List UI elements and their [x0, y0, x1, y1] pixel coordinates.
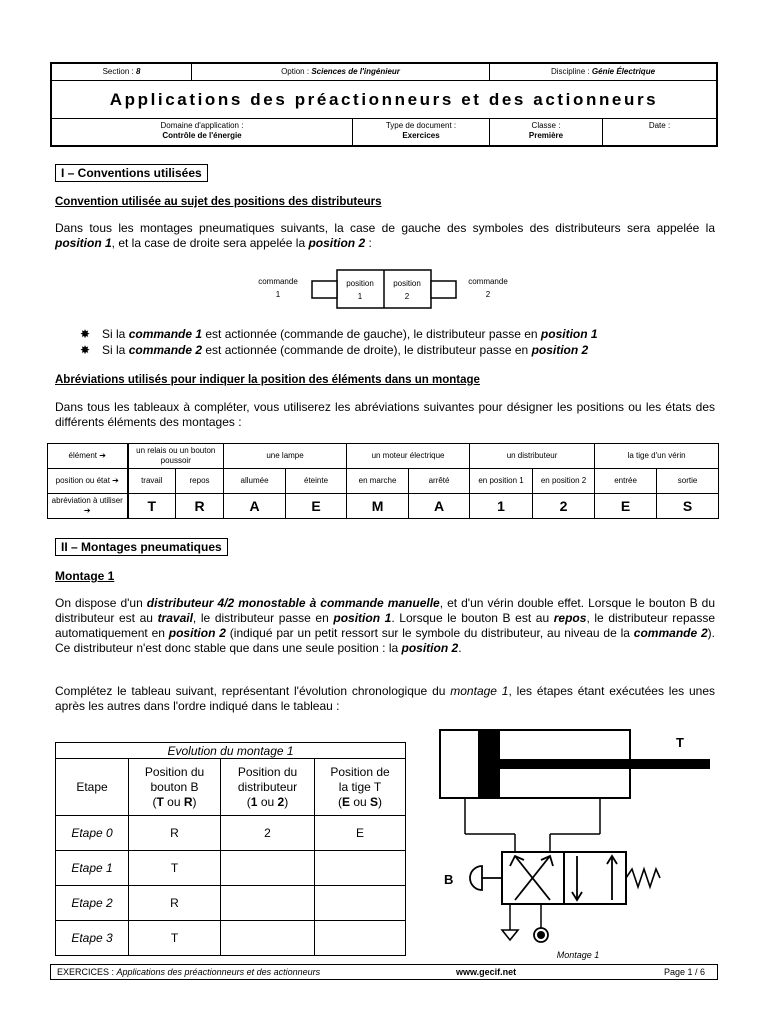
state-row-label: position ou état ➔ — [48, 469, 128, 494]
button-cell: R — [129, 816, 221, 851]
distributor-cell[interactable] — [221, 921, 315, 956]
bullet-command-1: ✸ Si la commande 1 est actionnée (commande de gauche), le distributeur passe en position 1 — [80, 327, 598, 341]
footer-page-number: Page 1 / 6 — [663, 967, 705, 977]
button-cell: R — [129, 886, 221, 921]
distributor-cell[interactable] — [221, 886, 315, 921]
abbreviation-cell: A — [224, 494, 286, 519]
state-cell: éteinte — [286, 469, 347, 494]
discipline-value: Génie Électrique — [591, 67, 656, 76]
convention-paragraph: Dans tous les montages pneumatiques suivants, la case de gauche des symboles des distributeurs sera appelée la position 1, et la case de droite sera appelée la position 2 : — [55, 221, 715, 250]
state-cell: en marche — [347, 469, 409, 494]
footer-left: EXERCICES : Applications des préactionneurs et des actionneurs — [57, 967, 321, 977]
abbreviation-cell: E — [595, 494, 657, 519]
abbreviation-cell: R — [176, 494, 224, 519]
abbreviation-cell: T — [128, 494, 176, 519]
rod-cell[interactable] — [315, 851, 406, 886]
section-cell — [52, 64, 192, 80]
abbreviation-cell: E — [286, 494, 347, 519]
abbreviation-cell: M — [347, 494, 409, 519]
doctype-value: Exercices — [402, 131, 440, 140]
date-label: Date : — [648, 121, 671, 130]
button-cell: T — [129, 921, 221, 956]
state-cell: repos — [176, 469, 224, 494]
position-1-text-b: 1 — [357, 292, 363, 301]
rod-label: T — [676, 735, 684, 750]
command-2-box — [431, 281, 456, 298]
option-cell — [192, 64, 490, 80]
element-row — [48, 444, 719, 469]
bullet-command-2: ✸ Si la commande 2 est actionnée (commande de droite), le distributeur passe en position 2 — [80, 343, 589, 357]
evolution-table — [55, 742, 406, 956]
table-row — [56, 921, 406, 956]
abbreviation-row-label: abréviation à utiliser ➔ — [48, 494, 128, 519]
distributor-cell[interactable]: 2 — [221, 816, 315, 851]
convention-subtitle: Convention utilisée au sujet des positions des distributeurs — [55, 196, 382, 208]
push-button-icon — [470, 866, 482, 890]
state-cell: en position 1 — [470, 469, 533, 494]
button-label: B — [444, 872, 454, 887]
montage-1-diagram — [430, 722, 730, 962]
abbreviations-paragraph: Dans tous les tableaux à compléter, vous utiliserez les abréviations suivantes pour désigner les positions ou les états des différents éléments des montages : — [55, 400, 715, 429]
section-label: Section : — [102, 67, 134, 76]
evolution-header-row — [56, 759, 406, 816]
distributor-position-diagram — [240, 268, 530, 312]
asterisk-icon: ✸ — [80, 343, 91, 357]
rod-cell[interactable] — [315, 886, 406, 921]
option-value: Sciences de l'ingénieur — [311, 67, 400, 76]
abbreviation-table — [47, 443, 719, 519]
table-row — [56, 816, 406, 851]
class-value: Première — [528, 131, 564, 140]
position-1-text-a: position — [346, 279, 374, 288]
abbreviation-row — [48, 494, 719, 519]
discipline-cell — [490, 64, 716, 80]
etape-cell: Etape 1 — [56, 851, 129, 886]
command-2-text-a: commande — [468, 277, 508, 286]
section-value: 8 — [135, 67, 141, 76]
state-row — [48, 469, 719, 494]
document-header — [50, 62, 718, 147]
abbreviation-cell: 2 — [533, 494, 595, 519]
abbreviations-subtitle: Abréviations utilisés pour indiquer la position des éléments dans un montage — [55, 374, 480, 386]
etape-cell: Etape 2 — [56, 886, 129, 921]
section-2-title: II – Montages pneumatiques — [55, 538, 228, 556]
state-cell: entrée — [595, 469, 657, 494]
domain-value: Contrôle de l'énergie — [162, 131, 242, 140]
state-cell: sortie — [657, 469, 719, 494]
option-label: Option : — [281, 67, 310, 76]
position-2-text-a: position — [393, 279, 421, 288]
asterisk-icon: ✸ — [80, 327, 91, 341]
rod-cell[interactable]: E — [315, 816, 406, 851]
header-distributor: Position du distributeur (1 ou 2) — [221, 759, 315, 816]
doctype-cell — [353, 119, 490, 145]
element-cell: un distributeur — [470, 444, 595, 469]
evolution-table-title: Evolution du montage 1 — [56, 743, 406, 759]
etape-cell: Etape 0 — [56, 816, 129, 851]
command-1-text-b: 1 — [275, 290, 281, 299]
command-2-text-b: 2 — [485, 290, 491, 299]
domain-cell — [52, 119, 353, 145]
date-cell — [603, 119, 716, 145]
piston — [478, 730, 500, 798]
document-title: Applications des préactionneurs et des actionneurs — [109, 89, 659, 109]
valve-position-2 — [564, 852, 626, 904]
element-cell: une lampe — [224, 444, 347, 469]
discipline-label: Discipline : — [550, 67, 590, 76]
abbreviation-cell: A — [409, 494, 470, 519]
element-row-label: élément ➔ — [48, 444, 128, 469]
montage-1-subtitle: Montage 1 — [55, 569, 115, 583]
section-1-title: I – Conventions utilisées — [55, 164, 208, 182]
state-cell: en position 2 — [533, 469, 595, 494]
rod-cell[interactable] — [315, 921, 406, 956]
element-cell: un moteur électrique — [347, 444, 470, 469]
instruction-paragraph: Complétez le tableau suivant, représentant l'évolution chronologique du montage 1, les étapes étant exécutées les unes après les autres dans l'ordre indiqué dans le tableau : — [55, 684, 715, 713]
state-cell: arrêté — [409, 469, 470, 494]
header-button-b: Position du bouton B (T ou R) — [129, 759, 221, 816]
table-row — [56, 851, 406, 886]
header-etape: Etape — [56, 759, 129, 816]
etape-cell: Etape 3 — [56, 921, 129, 956]
class-label: Classe : — [531, 121, 561, 130]
table-row — [56, 886, 406, 921]
exhaust-triangle-icon — [502, 930, 518, 940]
footer-website-link[interactable]: www.gecif.net — [456, 967, 517, 977]
domain-label: Domaine d'application : — [160, 121, 244, 130]
element-cell: la tige d'un vérin — [595, 444, 719, 469]
header-rod-t: Position de la tige T (E ou S) — [315, 759, 406, 816]
position-2-text-b: 2 — [404, 292, 410, 301]
figure-caption: Montage 1 — [556, 950, 600, 960]
montage-1-paragraph: On dispose d'un distributeur 4/2 monostable à commande manuelle, et d'un vérin double effet. Lorsque le bouton B du distributeur est au travail, le distributeur passe en position 1. Lorsque le bouton B est au repos, le distributeur repasse automatiquement en position 2 (indiqué par un petit ressort sur le symbole du distributeur, au niveau de la commande 2). Ce distributeur n'est donc stable que dans une seule position : la position 2. — [55, 596, 716, 655]
pressure-source-dot — [537, 931, 545, 939]
doctype-label: Type de document : — [385, 121, 457, 130]
class-cell — [490, 119, 603, 145]
distributor-cell[interactable] — [221, 851, 315, 886]
state-cell: allumée — [224, 469, 286, 494]
state-cell: travail — [128, 469, 176, 494]
element-cell: un relais ou un bouton poussoir — [128, 444, 224, 469]
command-1-text-a: commande — [258, 277, 298, 286]
page-footer — [50, 964, 718, 980]
piston-rod — [500, 759, 710, 769]
command-1-box — [312, 281, 337, 298]
button-cell: T — [129, 851, 221, 886]
abbreviation-cell: 1 — [470, 494, 533, 519]
spring-icon — [626, 869, 660, 887]
title-row — [52, 81, 716, 119]
abbreviation-cell: S — [657, 494, 719, 519]
